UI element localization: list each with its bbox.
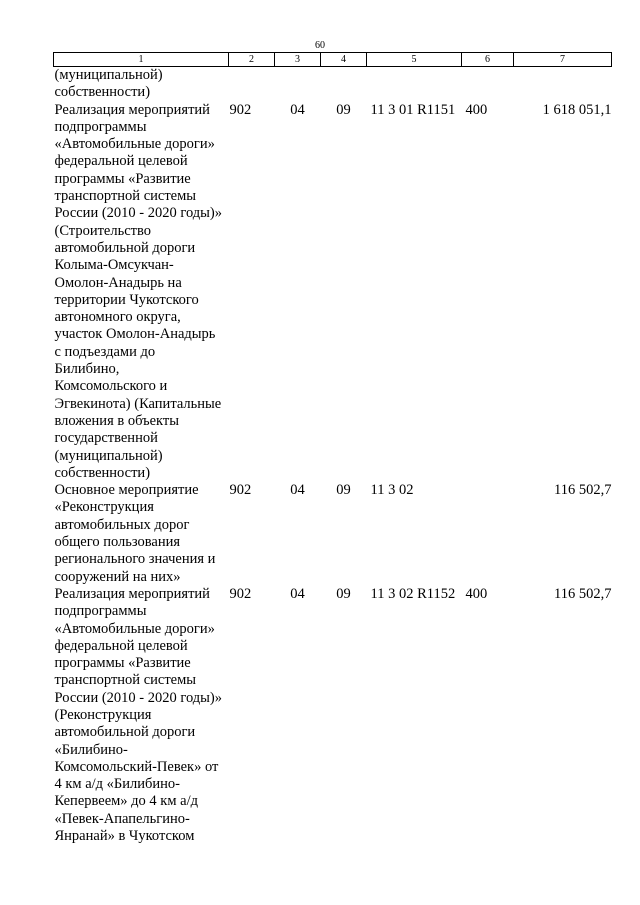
row-section: 04: [290, 585, 305, 602]
column-header: 1: [54, 53, 229, 67]
row-ministry-code: 902: [229, 585, 252, 602]
table-row: [54, 102, 612, 483]
row-subsection: 09: [336, 482, 351, 499]
row-subsection: 09: [336, 585, 351, 602]
row-amount: 1 618 051,1: [542, 101, 612, 118]
row-expense-type: [462, 482, 514, 586]
row-amount: 116 502,7: [554, 585, 612, 602]
row-name: Реализация мероприятий подпрограммы «Автомобильные дороги» федеральной целевой программы «Развитие транспортной системы России (2010 - 2020 годы)» (Реконструкция автомобильной дороги «Билибино- Комсомольский-Певек» от 4 км а/д «Билибино- Кепервеем» до 4 км а/д «Певек-Апапельгино- Янранай» в Чукотском: [54, 585, 222, 845]
row-name: (муниципальной) собственности): [54, 67, 163, 101]
row-target-article: [367, 67, 462, 102]
row-amount: [514, 67, 612, 102]
table-row: [54, 586, 612, 845]
row-name: Основное мероприятие «Реконструкция автомобильных дорог общего пользования регионального значения и сооружений на них»: [54, 482, 216, 585]
budget-table: [53, 52, 612, 845]
table-row: [54, 67, 612, 102]
row-ministry-code: 902: [229, 482, 252, 499]
row-expense-type: 400: [465, 585, 488, 602]
row-ministry-code: 902: [229, 101, 252, 118]
column-header: 2: [229, 53, 275, 67]
row-section: 04: [290, 101, 305, 118]
column-header: 7: [514, 53, 612, 67]
row-target-article: 11 3 02: [370, 482, 414, 499]
row-expense-type: [462, 67, 514, 102]
row-ministry-code: [229, 67, 275, 102]
row-subsection: [321, 67, 367, 102]
row-name: Реализация мероприятий подпрограммы «Автомобильные дороги» федеральной целевой программы «Развитие транспортной системы России (2010 - 2020 годы)» (Строительство автомобильной дороги Колыма-Омсукчан- Омолон-Анадырь на территории Чукотского автономного округа, участок Омолон-Анадырь с подъездами до Билибино, Комсомольского и Эгвекинота) (Капитальные вложения в объекты государственной (муниципальной) собственности): [54, 101, 222, 481]
column-number-header: [54, 53, 612, 67]
column-header: 6: [462, 53, 514, 67]
row-amount: 116 502,7: [554, 482, 612, 499]
row-target-article: 11 3 02 R1152: [370, 585, 456, 602]
row-section: [275, 67, 321, 102]
row-expense-type: 400: [465, 101, 488, 118]
column-header: 3: [275, 53, 321, 67]
column-header: 4: [321, 53, 367, 67]
row-section: 04: [290, 482, 305, 499]
row-target-article: 11 3 01 R1151: [370, 101, 456, 118]
column-header: 5: [367, 53, 462, 67]
page-number: 60: [315, 40, 325, 51]
row-subsection: 09: [336, 101, 351, 118]
table-row: [54, 482, 612, 586]
